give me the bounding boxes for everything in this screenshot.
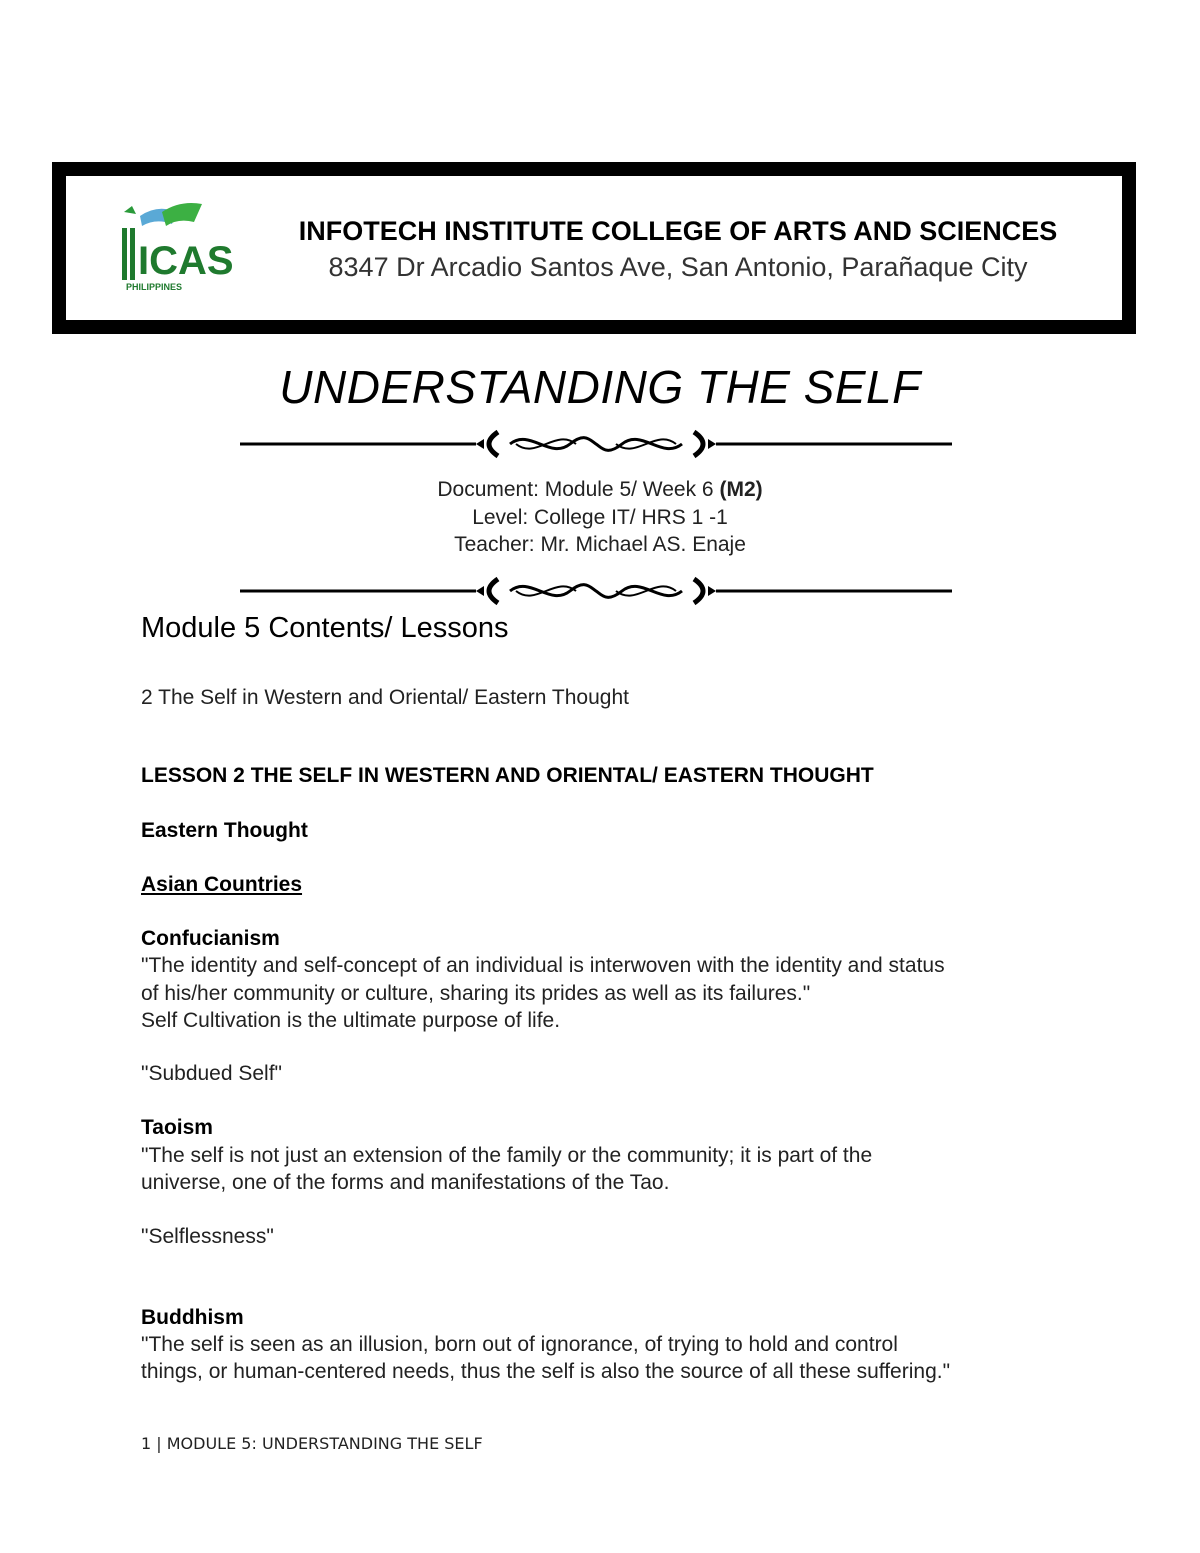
taoism-line-2: universe, one of the forms and manifestations of the Tao. [141,1171,670,1194]
school-logo [110,198,234,308]
school-address: 8347 Dr Arcadio Santos Ave, San Antonio, Parañaque City [328,252,1028,282]
taoism-tag: "Selflessness" [141,1225,274,1248]
confucianism-heading: Confucianism [141,927,280,950]
document-title: UNDERSTANDING THE SELF [279,361,921,413]
teacher-info: Teacher: Mr. Michael AS. Enaje [454,533,746,556]
confucianism-line-3: Self Cultivation is the ultimate purpose of life. [141,1009,561,1032]
header-box [52,162,1136,334]
school-name: INFOTECH INSTITUTE COLLEGE OF ARTS AND SCIENCES [298,216,1058,246]
confucianism-tag: "Subdued Self" [141,1062,283,1085]
buddhism-line-2: things, or human-centered needs, thus the self is also the source of all these suffering." [141,1360,951,1383]
contents-item: 2 The Self in Western and Oriental/ Eastern Thought [141,686,629,709]
buddhism-line-1: "The self is seen as an illusion, born out of ignorance, of trying to hold and control [141,1333,898,1356]
logo-text: ICAS [138,239,234,283]
level-info: Level: College IT/ HRS 1 -1 [472,506,728,529]
logo-subtext: PHILIPPINES [126,282,183,292]
taoism-heading: Taoism [141,1116,213,1139]
confucianism-line-1: "The identity and self-concept of an individual is interwoven with the identity and status [141,954,945,977]
page-footer: 1 | MODULE 5: UNDERSTANDING THE SELF [141,1434,483,1453]
taoism-line-1: "The self is not just an extension of the family or the community; it is part of the [141,1144,873,1167]
buddhism-heading: Buddhism [141,1306,244,1329]
document-code: (M2) [719,478,763,501]
asian-countries-heading: Asian Countries [141,873,303,896]
ornamental-divider-top [240,424,952,464]
confucianism-line-2: of his/her community or culture, sharing its prides as well as its failures." [141,982,811,1005]
lesson-heading: LESSON 2 THE SELF IN WESTERN AND ORIENTAL/ EASTERN THOUGHT [141,764,874,787]
document-info [0,478,1200,502]
contents-heading: Module 5 Contents/ Lessons [141,612,509,644]
ornamental-divider-bottom [240,571,952,611]
eastern-thought-heading: Eastern Thought [141,819,308,842]
document-label: Document: Module 5/ Week 6 [437,478,720,501]
